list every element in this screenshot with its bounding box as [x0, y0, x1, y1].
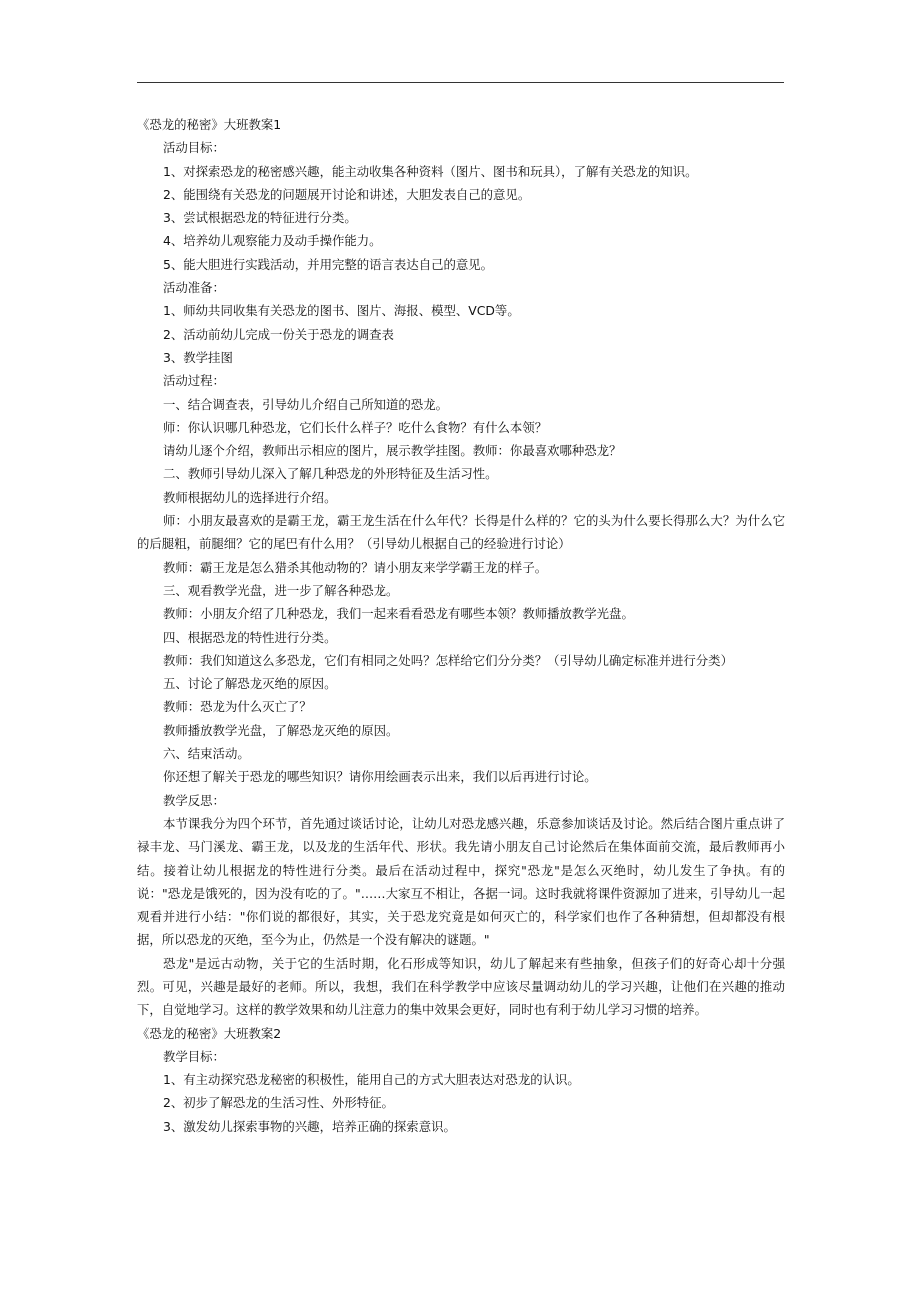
- paragraph: 教师根据幼儿的选择进行介绍。: [163, 489, 337, 505]
- paragraph: 3、尝试根据恐龙的特征进行分类。: [163, 210, 357, 226]
- paragraph: 1、对探索恐龙的秘密感兴趣，能主动收集各种资料（图片、图书和玩具），了解有关恐龙的知识。: [163, 163, 698, 179]
- paragraph: 活动准备：: [163, 280, 225, 296]
- paragraph: 本节课我分为四个环节，首先通过谈话讨论，让幼儿对恐龙感兴趣，乐意参加谈话及讨论。然后结合图片重点讲了禄丰龙、马门溪龙、霸王龙，以及龙的生活年代、形状。我先请小朋友自己讨论然后在集体面前交流，最后教师再小结。接着让幼儿根据龙的特性进行分类。最后在活动过程中，探究"恐龙"是怎么灭绝时，幼儿发生了争执。有的说："恐龙是饿死的，因为没有吃的了。"……大家互不相让，各据一词。这时我就将课件资源加了进来，引导幼儿一起观看并进行小结："你们说的都很好，其实，关于恐龙究竟是如何灭亡的，科学家们也作了各种猜想，但却都没有根据，所以恐龙的灭绝，至今为止，仍然是一个没有解决的谜题。": [137, 815, 785, 948]
- paragraph: 三、观看教学光盘，进一步了解各种恐龙。: [163, 582, 399, 598]
- paragraph: 2、初步了解恐龙的生活习性、外形特征。: [163, 1095, 394, 1111]
- paragraph: 5、能大胆进行实践活动，并用完整的语言表达自己的意见。: [163, 256, 494, 272]
- paragraph: 一、结合调查表，引导幼儿介绍自己所知道的恐龙。: [163, 396, 448, 412]
- paragraph: 3、教学挂图: [163, 349, 233, 365]
- paragraph: 2、能围绕有关恐龙的问题展开讨论和讲述，大胆发表自己的意见。: [163, 186, 531, 202]
- paragraph: 教学目标：: [163, 1048, 225, 1064]
- paragraph: 教师：霸王龙是怎么猎杀其他动物的？请小朋友来学学霸王龙的样子。: [163, 559, 548, 575]
- document-body: [137, 113, 785, 1138]
- paragraph: 1、师幼共同收集有关恐龙的图书、图片、海报、模型、VCD等。: [163, 303, 520, 319]
- paragraph: 3、激发幼儿探索事物的兴趣，培养正确的探索意识。: [163, 1118, 456, 1134]
- paragraph: 教师：我们知道这么多恐龙，它们有相同之处吗？怎样给它们分分类？（引导幼儿确定标准并进行分类）: [163, 652, 733, 668]
- paragraph: 活动过程：: [163, 373, 225, 389]
- paragraph: 2、活动前幼儿完成一份关于恐龙的调查表: [163, 326, 394, 342]
- paragraph: 教师：小朋友介绍了几种恐龙，我们一起来看看恐龙有哪些本领？教师播放教学光盘。: [163, 606, 634, 622]
- paragraph: 活动目标：: [163, 140, 225, 156]
- paragraph: 教师：恐龙为什么灭亡了？: [163, 699, 312, 715]
- paragraph: 恐龙"是远古动物，关于它的生活时期，化石形成等知识，幼儿了解起来有些抽象，但孩子们的好奇心却十分强烈。可见，兴趣是最好的老师。所以，我想，我们在科学教学中应该尽量调动幼儿的学习兴趣，让他们在兴趣的推动下，自觉地学习。这样的教学效果和幼儿注意力的集中效果会更好，同时也有利于幼儿学习习惯的培养。: [137, 955, 785, 1018]
- paragraph: 请幼儿逐个介绍，教师出示相应的图片，展示教学挂图。教师：你最喜欢哪种恐龙？: [163, 443, 622, 459]
- header-rule: [137, 82, 784, 83]
- section-title: 《恐龙的秘密》大班教案1: [137, 117, 282, 132]
- paragraph: 五、讨论了解恐龙灭绝的原因。: [163, 676, 337, 692]
- paragraph: 你还想了解关于恐龙的哪些知识？请你用绘画表示出来，我们以后再进行讨论。: [163, 769, 597, 785]
- paragraph: 1、有主动探究恐龙秘密的积极性，能用自己的方式大胆表达对恐龙的认识。: [163, 1072, 580, 1088]
- paragraph: 六、结束活动。: [163, 746, 250, 762]
- paragraph: 教学反思：: [163, 792, 225, 808]
- paragraph: 二、教师引导幼儿深入了解几种恐龙的外形特征及生活习性。: [163, 466, 498, 482]
- paragraph: 师：你认识哪几种恐龙，它们长什么样子？吃什么食物？有什么本领？: [163, 419, 548, 435]
- paragraph: 4、培养幼儿观察能力及动手操作能力。: [163, 233, 382, 249]
- paragraph: 教师播放教学光盘，了解恐龙灭绝的原因。: [163, 722, 399, 738]
- paragraph: 四、根据恐龙的特性进行分类。: [163, 629, 337, 645]
- paragraph: 师：小朋友最喜欢的是霸王龙，霸王龙生活在什么年代？长得是什么样的？它的头为什么要长得那么大？为什么它的后腿粗，前腿细？它的尾巴有什么用？（引导幼儿根据自己的经验进行讨论）: [137, 513, 785, 552]
- section-title: 《恐龙的秘密》大班教案2: [137, 1025, 282, 1041]
